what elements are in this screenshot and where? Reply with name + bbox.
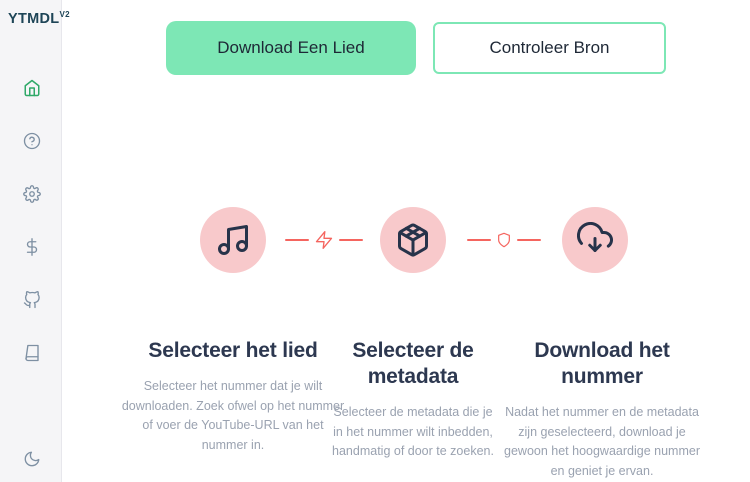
sidebar-item-github[interactable] — [22, 290, 42, 310]
connector-dash — [517, 239, 541, 241]
shield-icon — [496, 232, 512, 248]
sidebar — [0, 0, 70, 482]
sidebar-item-docs[interactable] — [22, 343, 42, 363]
step-select-metadata — [331, 338, 495, 462]
step-title: Selecteer het lied — [148, 339, 318, 362]
step-circle-select-song — [200, 207, 266, 273]
download-song-tab[interactable]: Download Een Lied — [166, 21, 416, 75]
sidebar-item-settings[interactable] — [22, 184, 42, 204]
sidebar-item-home[interactable] — [22, 78, 42, 98]
step-description: Selecteer de metadata die je in het nummer wilt inbedden, handmatig of door te zoeken. — [332, 405, 494, 458]
connector-dash — [467, 239, 491, 241]
home-icon — [23, 79, 41, 97]
step-circle-download-song — [562, 207, 628, 273]
music-note-icon — [215, 222, 251, 258]
check-source-tab[interactable]: Controleer Bron — [433, 22, 666, 74]
book-icon — [23, 344, 41, 362]
step-title: Selecteer de metadata — [352, 339, 474, 388]
connector-lightning — [282, 229, 366, 251]
sidebar-item-help[interactable] — [22, 131, 42, 151]
step-download-song — [496, 338, 708, 481]
step-select-song — [120, 338, 346, 455]
step-title: Download het nummer — [534, 339, 670, 388]
step-description: Nadat het nummer en de metadata zijn geselecteerd, download je gewoon het hoogwaardige nummer en geniet je ervan. — [504, 405, 700, 478]
connector-dash — [339, 239, 363, 241]
step-description: Selecteer het nummer dat je wilt downloaden. Zoek ofwel op het nummer of voer de YouTube-URL van het nummer in. — [121, 379, 345, 452]
connector-dash — [285, 239, 309, 241]
cloud-download-icon — [577, 222, 613, 258]
dollar-icon — [23, 238, 41, 256]
app-logo — [8, 10, 70, 27]
github-icon — [23, 291, 41, 309]
step-circle-select-metadata — [380, 207, 446, 273]
app-logo-version: V2 — [59, 10, 70, 19]
package-icon — [395, 222, 431, 258]
app-logo-text: YTMDL — [8, 10, 60, 27]
lightning-icon — [314, 230, 334, 250]
sidebar-item-dark-mode[interactable] — [22, 449, 42, 469]
sidebar-item-donate[interactable] — [22, 237, 42, 257]
gear-icon — [23, 185, 41, 203]
moon-icon — [23, 450, 41, 468]
help-circle-icon — [23, 132, 41, 150]
connector-shield — [462, 229, 546, 251]
